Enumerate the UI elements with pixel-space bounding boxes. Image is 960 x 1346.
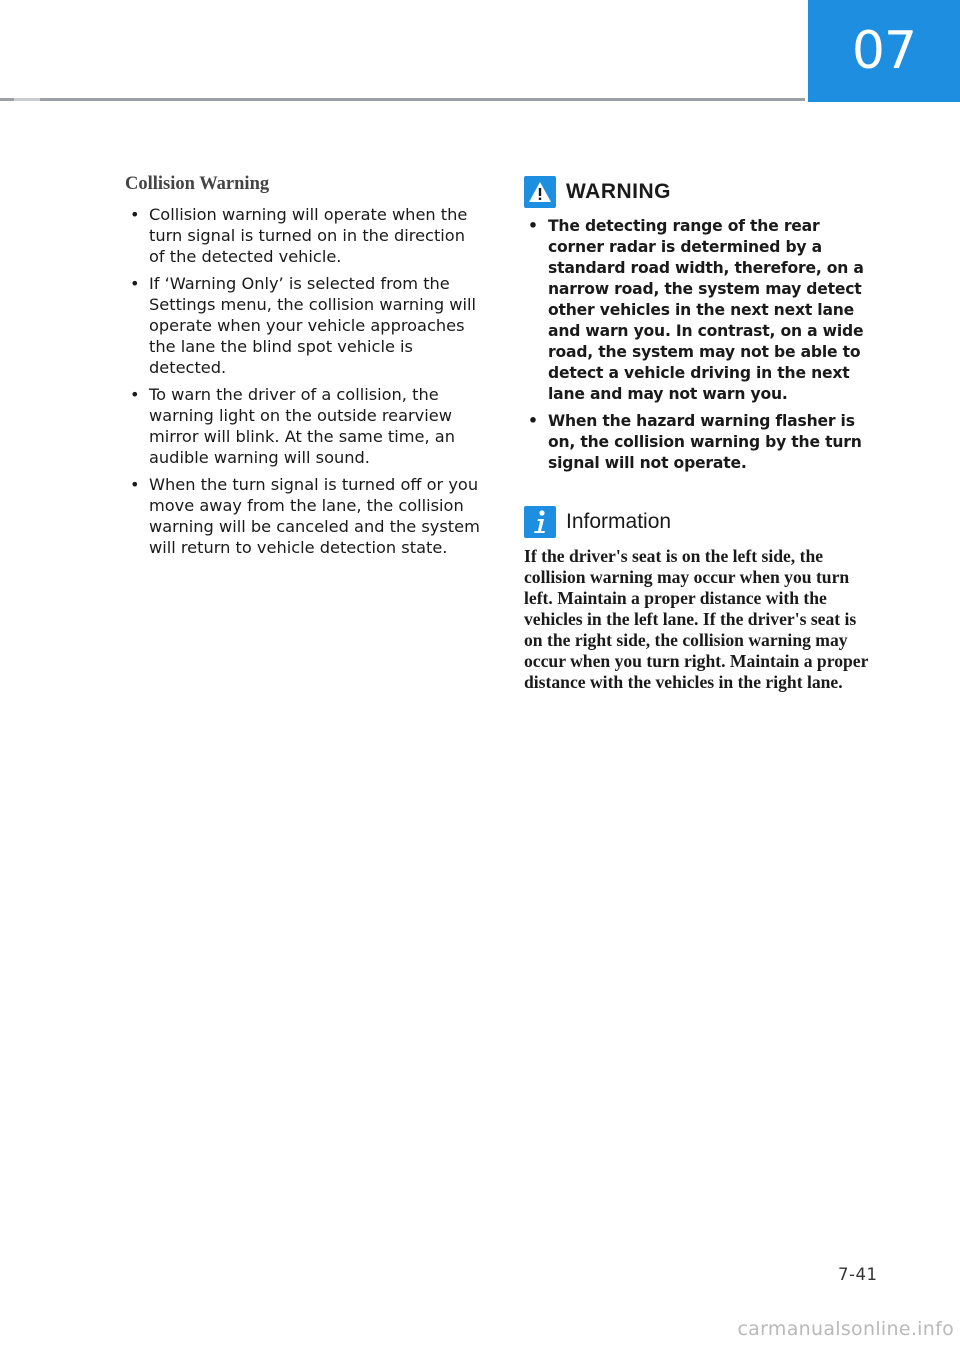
list-item-text: Collision warning will operate when the turn signal is turned on in the direction of the detected vehicle. (149, 205, 468, 266)
list-item (524, 216, 879, 405)
right-column (524, 170, 879, 693)
warning-triangle-icon (524, 176, 556, 208)
info-icon (524, 506, 556, 538)
bullet-glyph: • (528, 217, 538, 235)
left-column (125, 170, 480, 564)
information-body: If the driver's seat is on the left side, the collision warning may occur when you turn left. Maintain a proper distance with the vehicles in the left lane. If the driver's seat is on the right side, the collision warning may occur when you turn right. Maintain a proper distance with the vehicles in the right lane. (524, 546, 869, 692)
list-item-text: If ‘Warning Only’ is selected from the Settings menu, the collision warning will operate when your vehicle approaches the lane the blind spot vehicle is detected. (149, 274, 477, 377)
list-item (524, 411, 879, 474)
header-rule (0, 98, 805, 101)
chapter-number: 07 (851, 21, 917, 81)
bullet-glyph: • (130, 475, 140, 494)
chapter-tab (808, 0, 960, 102)
information-title: Information (566, 510, 672, 533)
bullet-glyph: • (130, 205, 140, 224)
page-number: 7-41 (838, 1265, 878, 1284)
bullet-glyph: • (130, 274, 140, 293)
list-item-text: The detecting range of the rear corner radar is determined by a standard road width, therefore, on a narrow road, the system may detect other vehicles in the next next lane and warn you. In contrast, on a wide road, the system may not be able to detect a vehicle driving in the next lane and may not warn you. (548, 217, 864, 403)
information-header (524, 500, 879, 544)
list-item (125, 384, 480, 468)
watermark: carmanualsonline.info (737, 1318, 954, 1340)
bullet-glyph: • (528, 412, 538, 430)
warning-header (524, 170, 879, 214)
list-item-text: To warn the driver of a collision, the warning light on the outside rearview mirror will blink. At the same time, an audible warning will sound. (149, 385, 455, 467)
warning-list (524, 216, 879, 474)
list-item-text: When the hazard warning flasher is on, the collision warning by the turn signal will not operate. (548, 412, 862, 472)
list-item (125, 273, 480, 378)
information-block (524, 500, 879, 693)
section-title: Collision Warning (125, 174, 270, 194)
header-rule-accent (14, 98, 40, 101)
list-item (125, 204, 480, 267)
list-item-text: When the turn signal is turned off or you move away from the lane, the collision warning will be canceled and the system will return to vehicle detection state. (149, 475, 480, 557)
collision-warning-list (125, 204, 480, 558)
bullet-glyph: • (130, 385, 140, 404)
warning-title: WARNING (566, 180, 671, 203)
list-item (125, 474, 480, 558)
